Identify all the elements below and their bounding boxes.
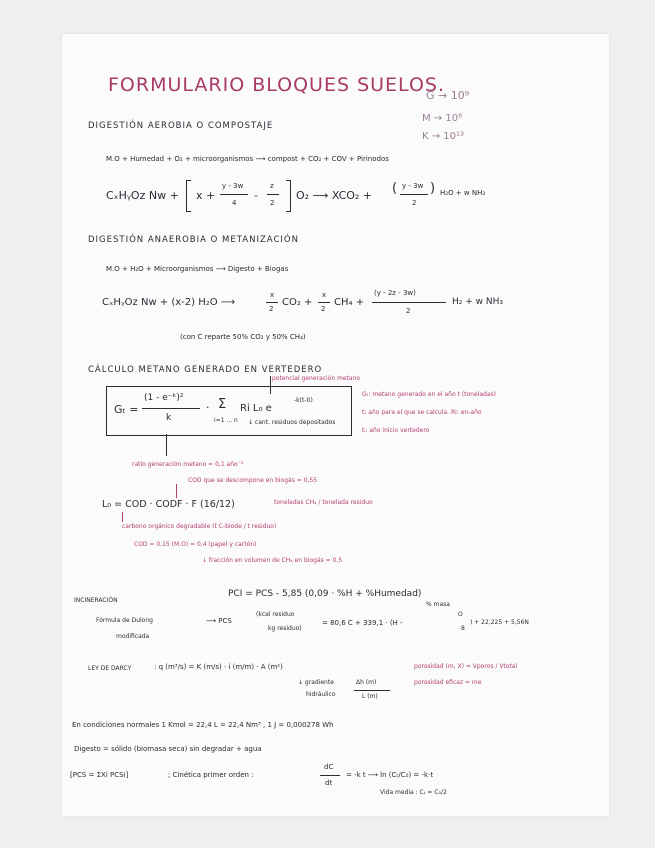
aerobic-eq-left: CₓHᵧOz Nw + [106,189,179,202]
anaerobic-x1: x [270,291,275,299]
anaerobic-heading: DIGESTIÓN ANAEROBIA O METANIZACIÓN [88,235,299,245]
methane-formula-box [106,386,352,436]
methane-ri: Ri L₀ e [240,403,272,414]
pcs-o-den: 8 [461,625,465,632]
pcs-arrow: ⟶ PCS [206,617,232,625]
normal-conditions: En condiciones normales 1 Kmol = 22,4 L = 22,4 Nm³ , 1 J = 0,000278 Wh [72,721,334,729]
darcy-dh: Δh (m) [356,679,377,686]
aerobic-num3: y - 3w [402,182,424,190]
anaerobic-fraction-line-3 [372,302,446,303]
lo-units: toneladas CH₄ / tonelada residuo [274,499,373,506]
darcy-label: LEY DE DARCY [88,665,132,672]
aerobic-fraction-line-1 [220,194,248,195]
anaerobic-num: (y - 2z - 3w) [374,289,416,297]
aerobic-paren-close: ) [430,181,436,196]
aerobic-bracket-close [286,180,291,212]
anaerobic-eq-left: CₓHᵧOz Nw + (x-2) H₂O ⟶ [102,297,236,308]
darcy-l: L (m) [362,693,378,700]
pci-formula: PCI = PCS - 5,85 (0,09 · %H + %Humedad) [228,589,422,599]
notes-sheet [62,34,609,816]
methane-dot: · [206,401,210,414]
rate-pointer-line [166,434,167,456]
pcs-o-num: O [458,611,463,618]
lo-cod-pointer [176,484,177,498]
aerobic-reaction: M.O + Humedad + O₂ + microorganismos ⟶ compost + CO₂ + COV + Pirinodos [106,155,389,163]
lo-carbon-pointer [122,512,123,522]
aerobic-paren-open: ( [392,181,398,196]
aerobic-den2: 2 [270,199,275,207]
methane-fraction-line [142,408,200,409]
kinetic-dc: dC [324,763,334,771]
darcy-fraction-line [354,690,390,691]
anaerobic-den: 2 [406,307,411,315]
half-life: Vida media : Cₜ = C₀/2 [380,789,447,796]
aerobic-bracket-open [186,180,191,212]
methane-gt: Gₜ = [114,403,139,416]
anaerobic-fraction-line-2 [318,302,330,303]
kinetic-fraction-line [320,775,340,776]
darcy-equation: : q (m³/s) = K (m/s) · i (m/m) · A (m²) [154,663,283,671]
pcs-unit-num: (kcal residuo [256,611,295,618]
aerobic-den1: 4 [232,199,237,207]
kinetic-dt: dt [325,779,333,787]
incineration-label: INCINERACIÓN [74,597,118,604]
methane-def-gt: Gₜ: metano generado en el año t (toneladas) [362,391,496,398]
aerobic-den3: 2 [412,199,417,207]
methane-def-t: t: año para el que se calcula. Ri: en-año [362,409,482,416]
scale-note-g: G → 10⁹ [426,89,470,102]
anaerobic-x2: x [322,291,327,299]
digesto-definition: Digesto = sólido (biomasa seca) sin degradar + agua [74,745,262,753]
pcs-unit-den: kg residuo) [268,625,302,632]
scale-note-k: K → 10¹³ [422,131,465,142]
dulong-label-1: Fórmula de Dulong [96,617,153,624]
anaerobic-den-x2: 2 [321,305,326,313]
pci-note: % masa [426,601,450,608]
aerobic-num1: y - 3w [222,182,244,190]
anaerobic-ch4: CH₄ + [334,297,365,308]
methane-sum: Σ [218,397,227,412]
methane-heading: CÁLCULO METANO GENERADO EN VERTEDERO [88,365,323,375]
pcs-sum: [PCS = ΣXi PCSi] [70,771,129,779]
page-title: FORMULARIO BLOQUES SUELOS. [108,74,446,96]
lo-cod: COD = 0,15 (M.O) = 0,4 (papel y cartón) [134,541,257,548]
aerobic-eq-right: H₂O + w NH₃ [440,189,486,197]
pcs-equation: = 80,6 C + 339,1 · (H - [322,619,403,627]
darcy-eff-porosity: porosidad eficaz = me [414,679,482,686]
methane-sum-sub: i=1 ... n [214,417,238,424]
aerobic-minus: - [254,189,258,202]
darcy-porosity: porosidad (m, X) = Vporos / Vtotal [414,663,518,670]
methane-num: (1 - e⁻ᵏ)² [144,393,184,403]
aerobic-heading: DIGESTIÓN AEROBIA O COMPOSTAJE [88,121,274,131]
anaerobic-note: (con C reparte 50% CO₂ y 50% CH₄) [180,333,306,341]
methane-top-note: potencial generación metano [272,375,361,382]
darcy-gradient-2: hidráulico [306,691,336,698]
lo-carbon: carbono orgánico degradable (t C-biode / t residuo) [122,523,277,530]
methane-exp: -k(t-ti) [294,397,313,404]
aerobic-fraction-line-3 [400,194,428,195]
anaerobic-co2: CO₂ + [282,297,313,308]
kinetic-label: ; Cinética primer orden : [168,771,254,779]
scale-note-m: M → 10⁶ [422,113,463,124]
aerobic-num2: z [270,182,274,190]
methane-sub-note: ↓ cant. residuos depositados [248,419,336,426]
kinetic-tail: = -k t ⟶ ln (Cₜ/C₀) = -k·t [346,771,434,779]
pcs-tail: ) + 22,225 + 5,56N [470,619,529,626]
aerobic-eq-x: x + [196,189,216,202]
anaerobic-reaction: M.O + H₂O + Microorganismos ⟶ Digesto + Biogas [106,265,289,273]
aerobic-eq-mid: O₂ ⟶ XCO₂ + [296,189,373,202]
darcy-gradient-1: ↓ gradiente [298,679,334,686]
lo-cod-note: COD que se descompone en biogás = 0,55 [188,477,318,484]
lo-equation: L₀ = COD · CODF · F (16/12) [102,499,235,510]
methane-def-ti: tᵢ: año inicio vertedero [362,427,430,434]
lo-fraction: ↓ fracción en volumen de CH₄ en biogás = 0,5 [202,557,343,564]
methane-den: k [166,413,172,423]
dulong-label-2: modificada [116,633,150,640]
anaerobic-fraction-line-1 [266,302,278,303]
aerobic-fraction-line-2 [267,194,279,195]
anaerobic-eq-right: H₂ + w NH₃ [452,297,503,307]
methane-rate: ratio generación metano = 0,1 año⁻¹ [132,461,244,468]
anaerobic-den-x1: 2 [269,305,274,313]
